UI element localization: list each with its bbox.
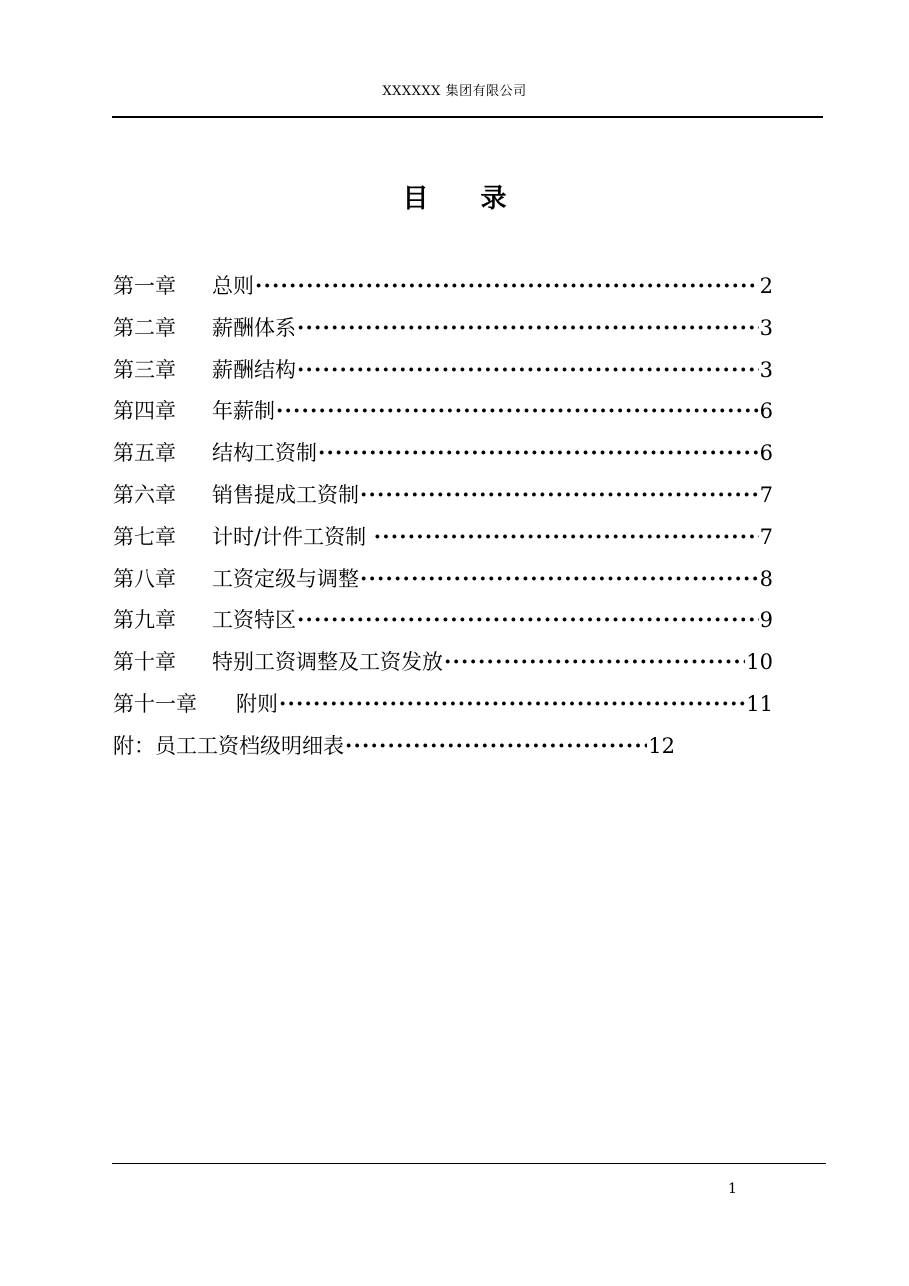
table-of-contents [113, 270, 773, 772]
toc-dot-leader [374, 526, 759, 548]
toc-page-number: 10 [746, 650, 773, 675]
toc-chapter-label: 第六章 [113, 482, 176, 507]
toc-dot-leader [297, 317, 759, 339]
toc-dot-leader [297, 609, 759, 631]
page-header-company: XXXXXX 集团有限公司 [382, 84, 527, 99]
toc-entry[interactable] [113, 312, 773, 354]
toc-page-number: 6 [759, 399, 773, 424]
toc-dot-leader [255, 275, 759, 297]
toc-chapter-label: 第四章 [113, 399, 176, 424]
toc-page-number: 2 [759, 274, 773, 298]
toc-entry[interactable] [113, 563, 773, 605]
toc-dot-leader [279, 693, 745, 715]
toc-chapter-label: 第三章 [113, 357, 176, 382]
toc-dot-leader [297, 359, 759, 381]
toc-entry[interactable] [113, 437, 773, 479]
toc-entry[interactable] [113, 395, 773, 437]
toc-title: 年薪制 [212, 399, 275, 424]
toc-title: 结构工资制 [212, 441, 317, 466]
toc-page-number: 12 [648, 733, 675, 758]
page-title [0, 178, 909, 215]
toc-title: 附则 [236, 691, 278, 716]
header-divider [112, 116, 823, 118]
toc-page-number: 6 [759, 441, 773, 466]
toc-appendix-title: 附：员工工资档级明细表 [113, 733, 344, 758]
toc-dot-leader [345, 735, 647, 757]
toc-chapter-label: 第七章 [113, 524, 176, 549]
toc-dot-leader [318, 442, 759, 464]
toc-chapter-label: 第二章 [113, 315, 176, 340]
toc-entry[interactable] [113, 270, 773, 312]
toc-title: 销售提成工资制 [212, 482, 359, 507]
page-title-char-1: 目 [402, 184, 429, 214]
toc-dot-leader [276, 400, 759, 422]
toc-page-number: 3 [759, 357, 773, 382]
toc-title: 工资定级与调整 [212, 566, 359, 591]
toc-chapter-label: 第一章 [113, 274, 176, 298]
toc-title: 工资特区 [212, 608, 296, 633]
toc-title: 计时/计件工资制 [212, 524, 373, 549]
toc-title: 总则 [212, 274, 254, 298]
toc-page-number: 7 [759, 524, 773, 549]
toc-title: 特别工资调整及工资发放 [212, 650, 443, 675]
toc-entry[interactable] [113, 688, 773, 730]
toc-entry[interactable] [113, 479, 773, 521]
toc-entry[interactable] [113, 604, 773, 646]
footer-divider [112, 1163, 826, 1164]
toc-chapter-label: 第十章 [113, 650, 176, 675]
toc-title: 薪酬结构 [212, 357, 296, 382]
toc-chapter-label: 第八章 [113, 566, 176, 591]
toc-appendix-entry[interactable] [113, 730, 675, 772]
page-number: 1 [728, 1181, 737, 1197]
page-title-char-2: 录 [480, 184, 507, 214]
toc-page-number: 7 [759, 482, 773, 507]
toc-dot-leader [444, 651, 745, 673]
toc-dot-leader [360, 568, 759, 590]
toc-page-number: 8 [759, 566, 773, 591]
toc-page-number: 11 [746, 691, 773, 716]
toc-entry[interactable] [113, 646, 773, 688]
toc-chapter-label: 第九章 [113, 608, 176, 633]
toc-page-number: 9 [759, 608, 773, 633]
toc-chapter-label: 第十一章 [113, 691, 197, 716]
toc-dot-leader [360, 484, 759, 506]
toc-entry[interactable] [113, 521, 773, 563]
toc-page-number: 3 [759, 315, 773, 340]
toc-chapter-label: 第五章 [113, 441, 176, 466]
toc-title: 薪酬体系 [212, 315, 296, 340]
toc-entry[interactable] [113, 354, 773, 396]
